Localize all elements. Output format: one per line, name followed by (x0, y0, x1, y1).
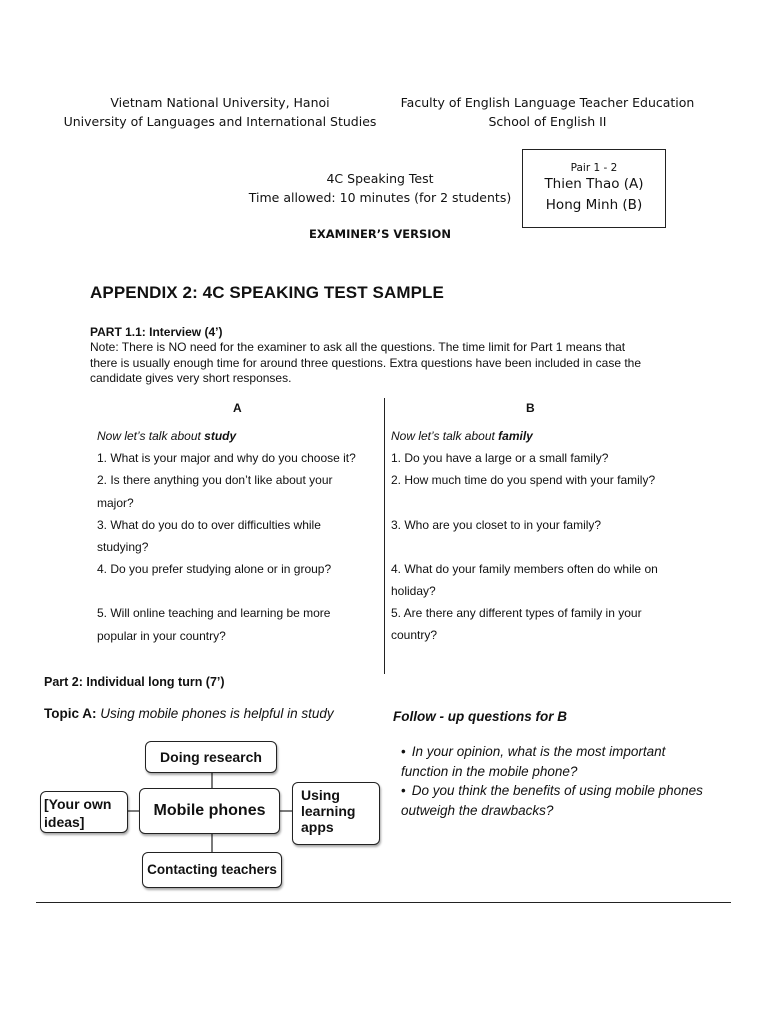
topic-label: Topic A: (44, 706, 101, 721)
followup-list (401, 742, 731, 820)
question-line: major? (97, 495, 134, 510)
school-of-english-name: School of English II (488, 114, 607, 129)
question-line (97, 580, 382, 602)
own-ideas-line: [Your own (44, 796, 112, 812)
learning-apps-line: Using (301, 787, 340, 803)
university-header (60, 93, 380, 131)
school-name: University of Languages and International Studies (63, 114, 377, 129)
mindmap-node-own-ideas (40, 791, 128, 833)
test-name: 4C Speaking Test (326, 171, 434, 186)
question-line: 2. How much time do you spend with your family? (391, 473, 656, 488)
pair-title: Pair 1 - 2 (570, 162, 618, 174)
question-line: 5. Will online teaching and learning be more (97, 606, 331, 621)
part1-note (90, 340, 700, 387)
topic-study: study (204, 429, 237, 443)
column-a-intro: Now let’s talk about study (97, 429, 237, 443)
column-divider (384, 398, 385, 674)
question-line: 5. Are there any different types of family in your (391, 606, 642, 621)
column-b-questions (391, 425, 691, 647)
followup-question: • In your opinion, what is the most important (401, 744, 666, 759)
mindmap-node-contacting-teachers: Contacting teachers (142, 852, 282, 888)
topic-family: family (498, 429, 533, 443)
bullet-icon: • (401, 744, 406, 759)
learning-apps-line: apps (301, 819, 334, 835)
question-line: 4. Do you prefer studying alone or in group? (97, 562, 332, 577)
question-line: 3. Who are you closet to in your family? (391, 517, 602, 532)
faculty-name: Faculty of English Language Teacher Education (400, 95, 695, 110)
topic-text: Using mobile phones is helpful in study (100, 706, 334, 721)
column-a-questions (97, 425, 382, 647)
mindmap-node-doing-research: Doing research (145, 741, 277, 773)
note-line: Note: There is NO need for the examiner to ask all the questions. The time limit for Part 1 means that (90, 340, 626, 354)
question-line (391, 536, 691, 558)
followup-question-cont: outweigh the drawbacks? (401, 802, 554, 818)
student-b-name: Hong Minh (B) (545, 197, 643, 213)
question-line: 1. What is your major and why do you choose it? (97, 451, 356, 466)
part1-title: PART 1.1: Interview (4’) (90, 325, 223, 339)
own-ideas-line: ideas] (44, 814, 85, 830)
column-b-heading: B (526, 401, 535, 415)
note-line: there is usually enough time for around three questions. Extra questions have been included in case the (90, 355, 642, 370)
followup-question-cont: function in the mobile phone? (401, 763, 578, 779)
followup-question: • Do you think the benefits of using mobile phones (401, 783, 703, 798)
time-allowed: Time allowed: 10 minutes (for 2 students) (248, 190, 512, 205)
learning-apps-line: learning (301, 803, 356, 819)
mindmap-node-mobile-phones: Mobile phones (139, 788, 280, 834)
bottom-rule (36, 902, 731, 903)
faculty-header (395, 93, 700, 131)
appendix-title: APPENDIX 2: 4C SPEAKING TEST SAMPLE (90, 283, 444, 302)
part2-title: Part 2: Individual long turn (7’) (44, 675, 225, 689)
topic-a (44, 706, 334, 721)
note-line: candidate gives very short responses. (90, 371, 292, 385)
question-line (391, 492, 691, 514)
followup-title: Follow - up questions for B (393, 709, 567, 724)
university-name: Vietnam National University, Hanoi (110, 95, 330, 110)
examiner-version-label: EXAMINER’S VERSION (309, 227, 451, 241)
question-line: studying? (97, 540, 149, 555)
question-line: 2. Is there anything you don’t like about your (97, 473, 333, 488)
question-line: holiday? (391, 584, 436, 599)
question-line: popular in your country? (97, 628, 226, 643)
question-line: 4. What do your family members often do while on (391, 561, 658, 576)
column-b-intro: Now let’s talk about family (391, 429, 533, 443)
bullet-icon: • (401, 783, 406, 798)
question-line: 1. Do you have a large or a small family? (391, 451, 609, 466)
test-info (240, 169, 520, 207)
student-a-name: Thien Thao (A) (544, 176, 644, 192)
column-a-heading: A (233, 401, 242, 415)
question-line: country? (391, 628, 438, 643)
pair-box (522, 149, 666, 228)
mindmap-node-learning-apps (292, 782, 380, 845)
question-line: 3. What do you do to over difficulties while (97, 517, 321, 532)
